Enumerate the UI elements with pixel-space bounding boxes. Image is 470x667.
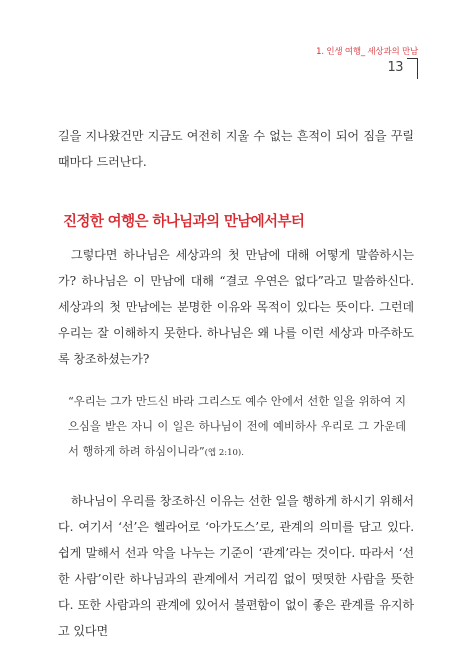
running-head: 1. 인생 여행_ 세상과의 만남 [316,47,418,57]
paragraph-intro: 그렇다면 하나님은 세상과의 첫 만남에 대해 어떻게 말씀하시는가? 하나님은 이 만남에 대해 “결코 우연은 없다”라고 말씀하신다. 세상과의 첫 만남에는 분명한 이유와 목적이 있다는 뜻이다. 그런데 우리는 잘 이해하지 못한다. 하나님은 왜 나를 이런 세상과 마주하도록 창조하셨는가? [58,248,415,366]
scripture-quote [68,389,406,466]
paragraph-explanation: 하나님이 우리를 창조하신 이유는 선한 일을 행하게 하시기 위해서다. 여기서 ‘선’은 헬라어로 ‘아가도스’로, 관계의 의미를 담고 있다. 쉽게 말해서 선과 악을 나누는 기준이 ‘관계’라는 것이다. 따라서 ‘선한 사람’이란 하나님과의 관계에서 거리낌 없이 떳떳한 사람을 뜻한다. 또한 사람과의 관계에 있어서 불편함이 없이 좋은 관계를 유지하고 있다면 [58,494,414,638]
page-number: 13 [387,60,403,75]
page-corner-mark [407,58,418,79]
paragraph-continued: 길을 지나왔건만 지금도 여전히 지울 수 없는 흔적이 되어 짐을 꾸릴 때마다 드러난다. [58,129,414,169]
section-heading: 진정한 여행은 하나님과의 만남에서부터 [63,214,305,230]
quote-text: “우리는 그가 만드신 바라 그리스도 예수 안에서 선한 일을 위하여 지으심을 받은 자니 이 일은 하나님이 전에 예비하사 우리로 그 가운데서 행하게 하려 하심이니라” [68,395,406,458]
quote-reference: (엡 2:10). [204,448,244,458]
